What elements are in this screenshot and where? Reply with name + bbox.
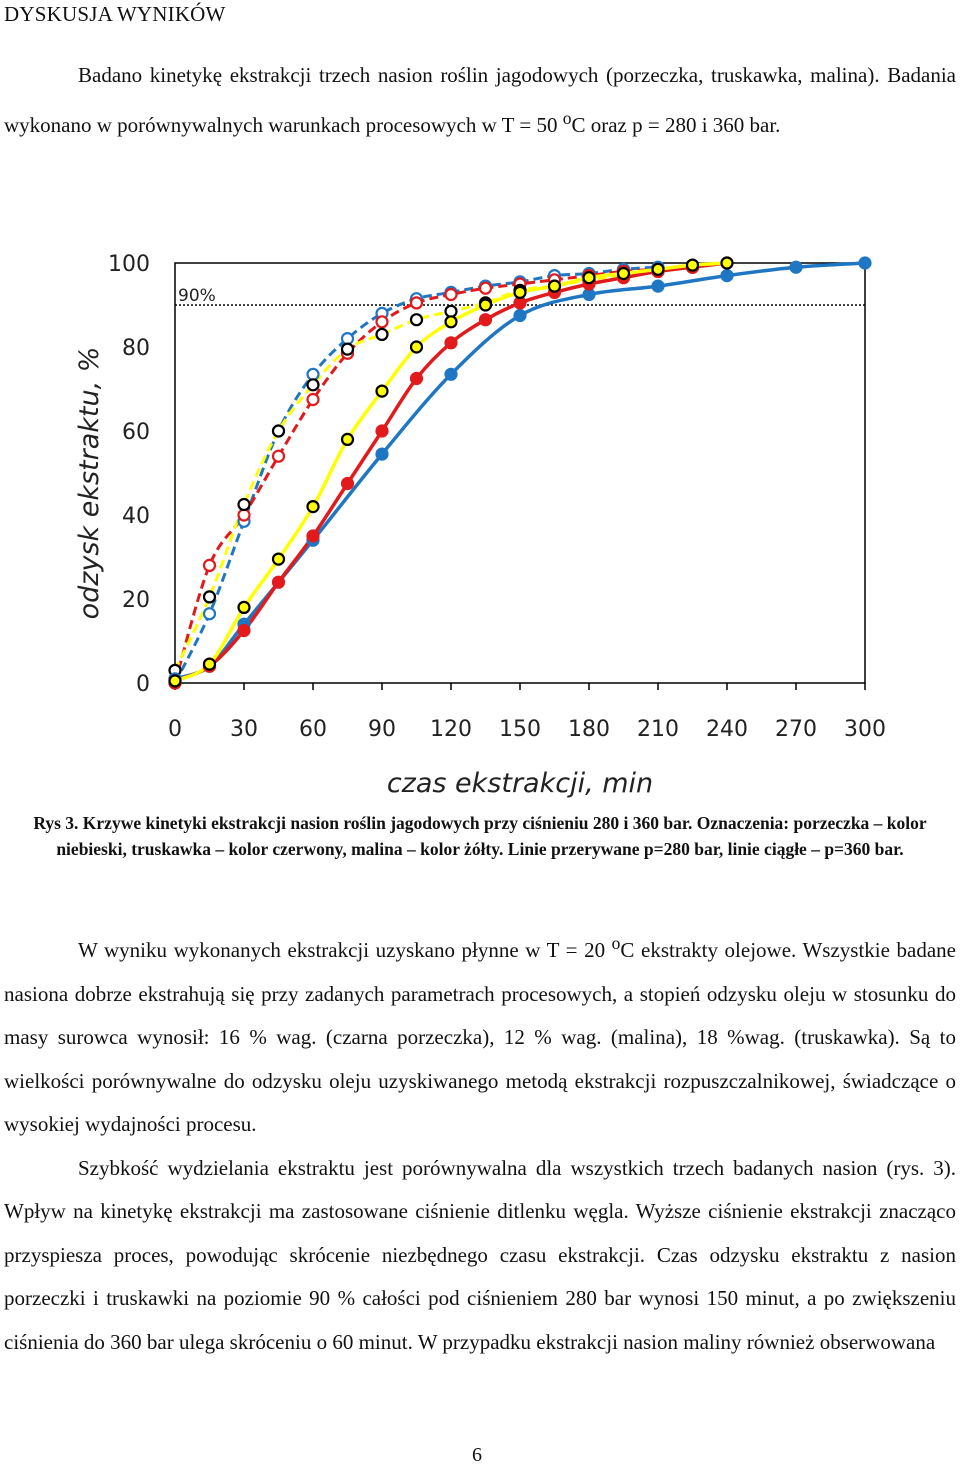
x-tick-label: 210 bbox=[637, 717, 679, 742]
chart-series bbox=[170, 258, 871, 689]
section-heading: DYSKUSJA WYNIKÓW bbox=[4, 2, 226, 26]
caption-text: Krzywe kinetyki ekstrakcji nasion roślin jagodowych przy ciśnieniu 280 i 360 bar. Oznaczenia: porzeczka – kolor niebieski, truskawka – kolor czerwony, malina – kolor żółty. Linie przerywane p=280 bar, linie ciągłe – p=360 bar. bbox=[56, 813, 927, 859]
data-point-series-1 bbox=[342, 333, 353, 344]
data-point-series-6 bbox=[204, 659, 215, 670]
figure-caption bbox=[0, 810, 960, 862]
discussion-paragraph-2: Szybkość wydzielania ekstraktu jest porównywalna dla wszystkich trzech badanych nasion (rys. 3). Wpływ na kinetykę ekstrakcji ma zastosowane ciśnienie ditlenku węgla. Wyższe ciśnienie ekstrakcji znacząco przyspiesza proces, powodując skrócenie niezbędnego czasu ekstrakcji. Czas odzysku ekstraktu z nasion porzeczki i truskawki na poziomie 90 % całości pod ciśnieniem 280 bar wynosi 150 minut, a po zwiększeniu ciśnienia do 360 bar ulega skróceniu o 60 minut. W przypadku ekstrakcji nasion maliny również obserwowana bbox=[4, 1155, 956, 1354]
x-tick-label: 0 bbox=[168, 717, 182, 742]
data-point-series-6 bbox=[273, 554, 284, 565]
discussion-degree-sup: o bbox=[611, 933, 621, 953]
data-point-series-6 bbox=[377, 386, 388, 397]
data-point-series-2 bbox=[411, 297, 422, 308]
data-point-series-4 bbox=[722, 270, 733, 281]
data-point-series-2 bbox=[377, 316, 388, 327]
intro-text-a: Badano kinetykę ekstrakcji trzech nasion roślin jagodowych (porzeczka, truskawka, malina). Badania wykonano w porównywalnych warunkach procesowych w T = 50 bbox=[4, 63, 956, 137]
x-tick-label: 300 bbox=[844, 717, 886, 742]
data-point-series-4 bbox=[584, 289, 595, 300]
y-tick-label: 80 bbox=[122, 336, 150, 361]
data-point-series-3 bbox=[239, 499, 250, 510]
x-axis-title: czas ekstrakcji, min bbox=[386, 768, 654, 799]
data-point-series-3 bbox=[342, 344, 353, 355]
data-point-series-6 bbox=[584, 272, 595, 283]
data-point-series-2 bbox=[239, 510, 250, 521]
data-point-series-6 bbox=[687, 260, 698, 271]
data-point-series-5 bbox=[515, 297, 526, 308]
series-line-3 bbox=[175, 267, 693, 670]
data-point-series-4 bbox=[860, 258, 871, 269]
data-point-series-2 bbox=[204, 560, 215, 571]
reference-line-label: 90% bbox=[178, 286, 216, 306]
x-tick-label: 270 bbox=[775, 717, 817, 742]
x-tick-label: 180 bbox=[568, 717, 610, 742]
data-point-series-6 bbox=[515, 287, 526, 298]
intro-paragraph bbox=[4, 54, 956, 147]
intro-text-b: C oraz p = 280 i 360 bar. bbox=[571, 113, 781, 137]
x-tick-label: 30 bbox=[230, 717, 258, 742]
y-tick-label: 0 bbox=[136, 672, 150, 697]
data-point-series-2 bbox=[273, 451, 284, 462]
plot-frame bbox=[175, 263, 865, 683]
intro-degree-sup: o bbox=[562, 108, 572, 128]
data-point-series-1 bbox=[308, 369, 319, 380]
data-point-series-6 bbox=[308, 501, 319, 512]
data-point-series-5 bbox=[273, 577, 284, 588]
data-point-series-6 bbox=[239, 602, 250, 613]
data-point-series-6 bbox=[653, 264, 664, 275]
x-tick-label: 60 bbox=[299, 717, 327, 742]
data-point-series-5 bbox=[411, 373, 422, 384]
series-line-4 bbox=[175, 263, 865, 679]
data-point-series-4 bbox=[446, 369, 457, 380]
chart-axes bbox=[74, 252, 886, 799]
data-point-series-6 bbox=[480, 300, 491, 311]
y-axis-title: odzysk ekstraktu, % bbox=[74, 346, 105, 620]
data-point-series-2 bbox=[308, 394, 319, 405]
kinetics-chart bbox=[0, 240, 960, 800]
y-tick-label: 100 bbox=[108, 252, 150, 277]
discussion-p1-b: C ekstrakty olejowe. Wszystkie badane nasiona dobrze ekstrahują się przy zadanych parametrach procesowych, a stopień odzysku oleju w stosunku do masy surowca wynosił: 16 % wag. (czarna porzeczka), 12 % wag. (malina), 18 %wag. (truskawka). Są to wielkości porównywalne do odzysku oleju uzyskiwanego metodą ekstrakcji rozpuszczalnikowej, świadczące o wysokiej wydajności procesu. bbox=[4, 938, 956, 1136]
data-point-series-3 bbox=[377, 329, 388, 340]
discussion-paragraph-1 bbox=[4, 922, 956, 1147]
x-tick-label: 90 bbox=[368, 717, 396, 742]
data-point-series-3 bbox=[411, 314, 422, 325]
data-point-series-5 bbox=[377, 426, 388, 437]
data-point-series-5 bbox=[446, 337, 457, 348]
discussion-text bbox=[4, 922, 956, 1364]
data-point-series-5 bbox=[480, 314, 491, 325]
discussion-p1-a: W wyniku wykonanych ekstrakcji uzyskano płynne w T = 20 bbox=[78, 938, 612, 962]
x-tick-label: 150 bbox=[499, 717, 541, 742]
x-tick-label: 240 bbox=[706, 717, 748, 742]
y-tick-label: 20 bbox=[122, 588, 150, 613]
y-tick-label: 60 bbox=[122, 420, 150, 445]
data-point-series-6 bbox=[170, 675, 181, 686]
data-point-series-3 bbox=[273, 426, 284, 437]
caption-lead: Rys 3. bbox=[33, 813, 79, 833]
data-point-series-5 bbox=[308, 531, 319, 542]
data-point-series-3 bbox=[204, 591, 215, 602]
data-point-series-6 bbox=[342, 434, 353, 445]
data-point-series-6 bbox=[446, 316, 457, 327]
data-point-series-1 bbox=[204, 608, 215, 619]
data-point-series-4 bbox=[653, 281, 664, 292]
data-point-series-3 bbox=[308, 379, 319, 390]
y-tick-label: 40 bbox=[122, 504, 150, 529]
data-point-series-2 bbox=[480, 283, 491, 294]
x-tick-label: 120 bbox=[430, 717, 472, 742]
data-point-series-3 bbox=[446, 306, 457, 317]
data-point-series-4 bbox=[791, 262, 802, 273]
data-point-series-5 bbox=[239, 625, 250, 636]
data-point-series-4 bbox=[515, 310, 526, 321]
data-point-series-4 bbox=[377, 449, 388, 460]
data-point-series-6 bbox=[618, 268, 629, 279]
data-point-series-6 bbox=[411, 342, 422, 353]
page-number: 6 bbox=[472, 1444, 482, 1466]
data-point-series-6 bbox=[722, 258, 733, 269]
data-point-series-5 bbox=[342, 478, 353, 489]
data-point-series-2 bbox=[446, 289, 457, 300]
data-point-series-6 bbox=[549, 281, 560, 292]
